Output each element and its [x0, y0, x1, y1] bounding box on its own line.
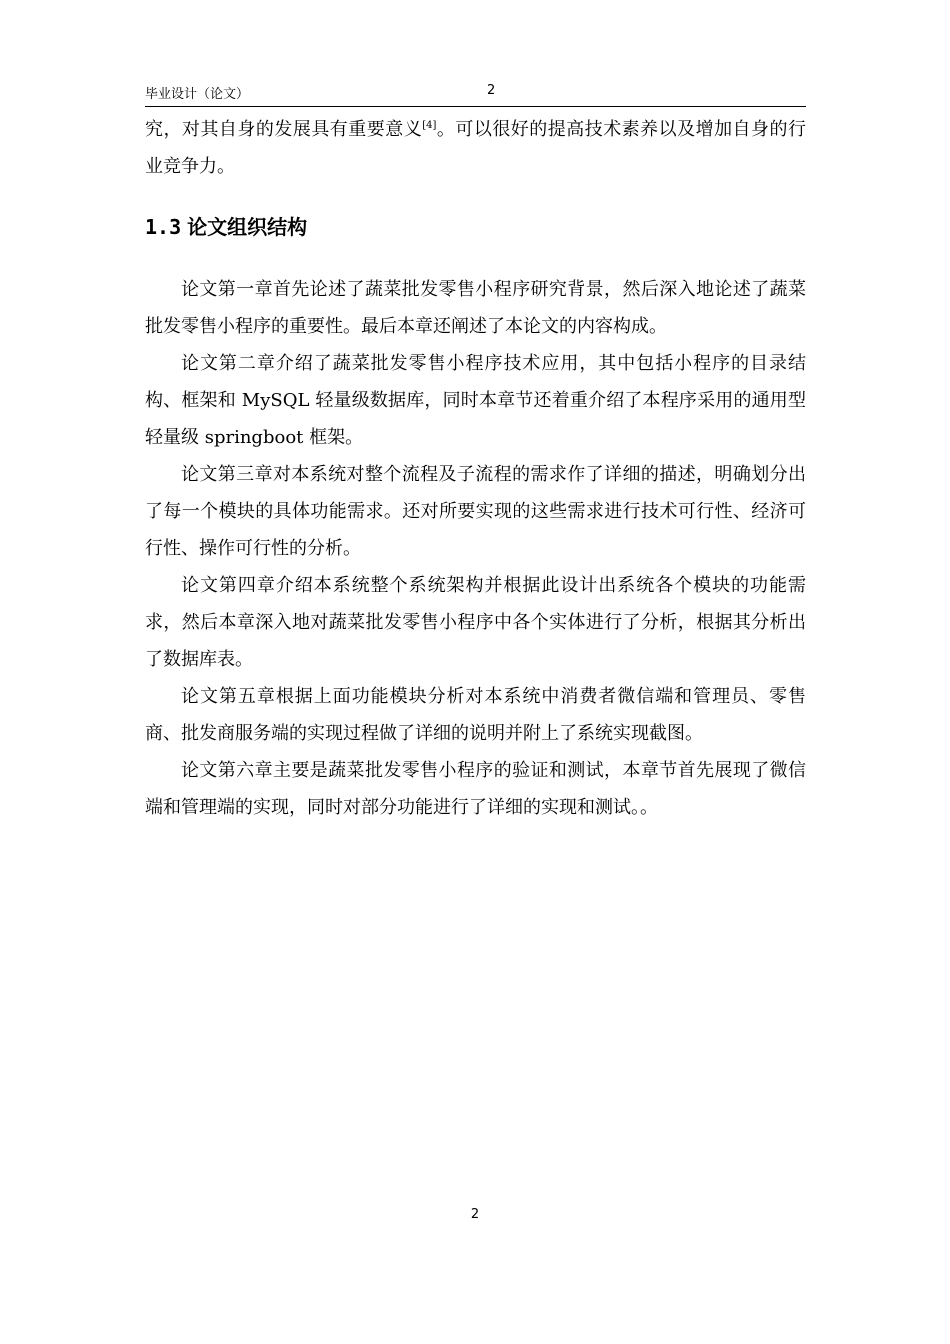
page-footer	[0, 1207, 950, 1222]
paragraph-chapter-1: 论文第一章首先论述了蔬菜批发零售小程序研究背景，然后深入地论述了蔬菜批发零售小程序的重要性。最后本章还阐述了本论文的内容构成。	[145, 279, 806, 337]
paragraph-chapter-4: 论文第四章介绍本系统整个系统架构并根据此设计出系统各个模块的功能需求，然后本章深入地对蔬菜批发零售小程序中各个实体进行了分析，根据其分析出了数据库表。	[145, 575, 806, 670]
continued-paragraph	[145, 111, 806, 185]
paragraph-chapter-5: 论文第五章根据上面功能模块分析对本系统中消费者微信端和管理员、零售商、批发商服务端的实现过程做了详细的说明并附上了系统实现截图。	[145, 686, 806, 744]
paragraph-chapter-2: 论文第二章介绍了蔬菜批发零售小程序技术应用，其中包括小程序的目录结构、框架和 MySQL 轻量级数据库，同时本章节还着重介绍了本程序采用的通用型轻量级 springboot 框架。	[145, 353, 806, 448]
section-title: 论文组织结构	[187, 215, 308, 239]
footer-page-number: 2	[470, 1207, 480, 1222]
section-heading	[145, 210, 307, 244]
chapter-summary	[145, 271, 806, 826]
header-page-number: 2	[487, 83, 496, 98]
paragraph-chapter-3: 论文第三章对本系统对整个流程及子流程的需求作了详细的描述，明确划分出了每一个模块的具体功能需求。还对所要实现的这些需求进行技术可行性、经济可行性、操作可行性的分析。	[145, 464, 806, 559]
header-title: 毕业设计（论文）	[145, 87, 250, 102]
continued-text: 究，对其自身的发展具有重要意义	[145, 119, 423, 140]
citation-reference: [4]	[422, 120, 437, 131]
page-header	[145, 82, 806, 107]
paragraph-chapter-6: 论文第六章主要是蔬菜批发零售小程序的验证和测试，本章节首先展现了微信端和管理端的实现，同时对部分功能进行了详细的实现和测试。。	[145, 760, 806, 818]
section-number: 1.3	[145, 215, 182, 239]
continued-text-end: 。可以很好的提高技术素养以及增加自身的行业竞争力。	[145, 119, 807, 177]
